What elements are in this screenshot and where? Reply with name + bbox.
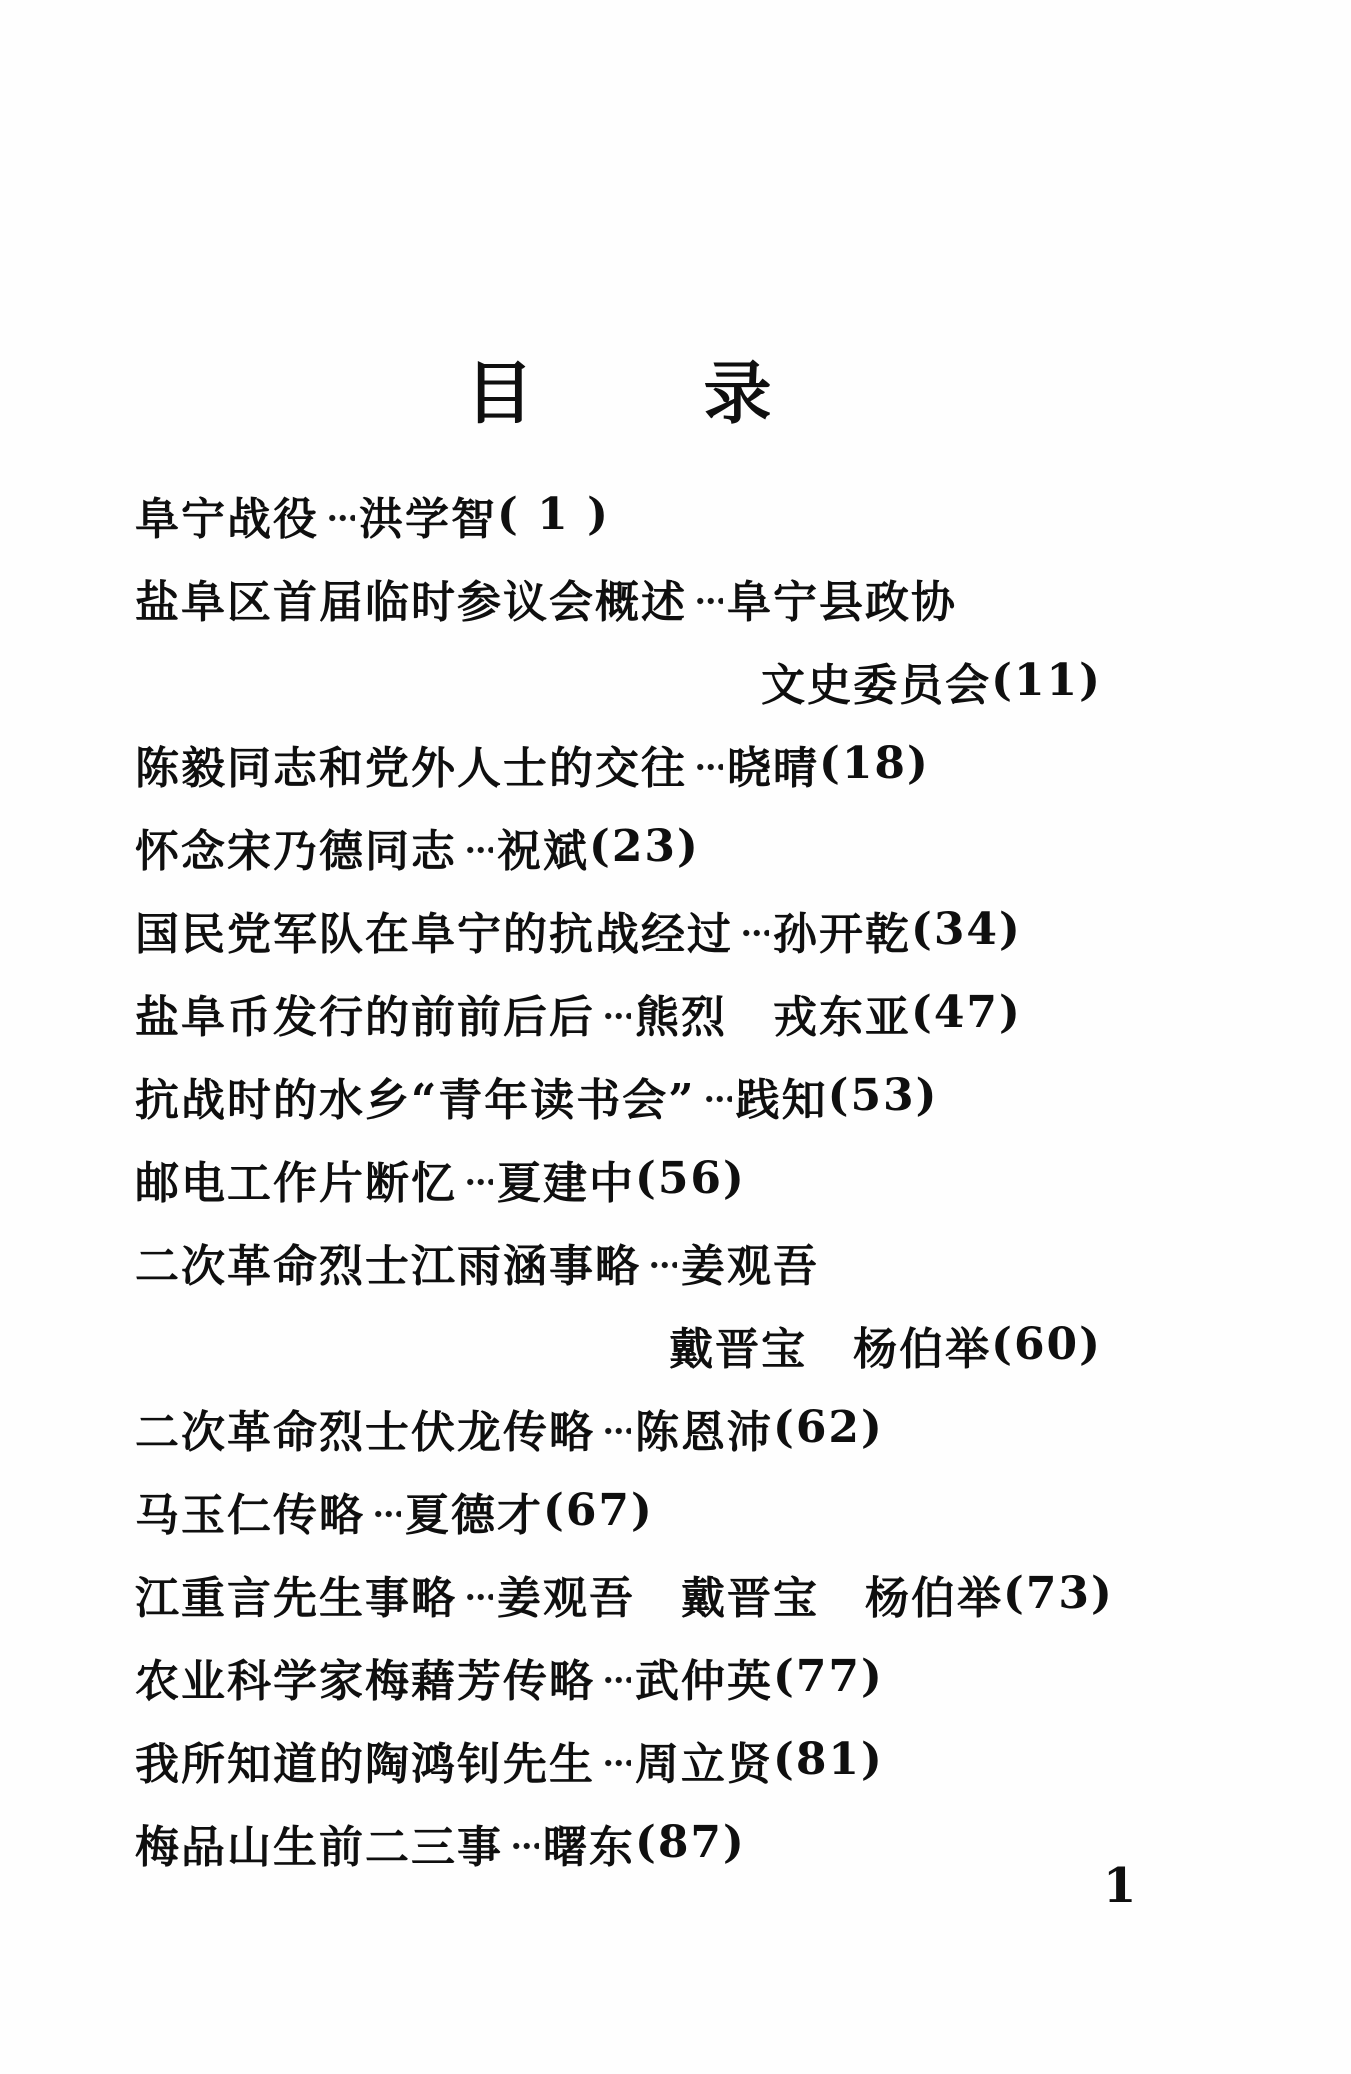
toc-entry (135, 1054, 1102, 1137)
toc-entry (135, 722, 1102, 805)
toc-entry (135, 1552, 1114, 1635)
entry-title: 怀念宋乃德同志 (135, 825, 457, 877)
entry-author: 阜宁县政协 (727, 576, 957, 628)
dot-leader (465, 845, 493, 855)
entry-page: (81) (773, 1734, 884, 1785)
entry-author: 践知 (735, 1074, 828, 1126)
dot-leader (465, 1592, 493, 1602)
entry-title: 二次革命烈士伏龙传略 (135, 1406, 595, 1458)
dot-leader (603, 1011, 631, 1021)
toc-entry (135, 1220, 1102, 1303)
entry-title: 盐阜币发行的前前后后 (135, 991, 595, 1043)
page-number: 1 (1103, 1858, 1137, 1914)
entry-author: 姜观吾 (681, 1240, 819, 1292)
toc-entry (135, 1386, 1102, 1469)
entry-page: (60) (991, 1319, 1102, 1370)
toc-entry (135, 1718, 1102, 1801)
dot-leader (603, 1675, 631, 1685)
entry-page: (77) (773, 1651, 884, 1702)
entry-author: 周立贤 (635, 1738, 773, 1790)
dot-leader (704, 1094, 732, 1104)
entry-title: 盐阜区首届临时参议会概述 (135, 576, 687, 628)
entry-page: (34) (911, 904, 1022, 955)
toc-entry-continuation (135, 1303, 1102, 1386)
entry-author: 熊烈 戎东亚 (635, 991, 911, 1043)
toc-entry (135, 1801, 1102, 1884)
entry-title: 我所知道的陶鸿钊先生 (135, 1738, 595, 1790)
entry-title: 抗战时的水乡“青年读书会” (135, 1074, 696, 1126)
dot-leader (511, 1841, 539, 1851)
entry-author: 夏德才 (405, 1489, 543, 1541)
entry-author: 武仲英 (635, 1655, 773, 1707)
toc-entry (135, 888, 1102, 971)
entry-title: 梅品山生前二三事 (135, 1821, 503, 1873)
title-char-left: 目 (465, 354, 534, 434)
entry-title: 国民党军队在阜宁的抗战经过 (135, 908, 733, 960)
entry-author: 晓晴 (727, 742, 819, 794)
entry-author: 姜观吾 戴晋宝 杨伯举 (497, 1572, 1003, 1624)
dot-leader (465, 1177, 493, 1187)
entry-page: (53) (827, 1070, 939, 1121)
entry-author: 洪学智 (359, 493, 497, 545)
dot-leader (695, 762, 723, 772)
page-title (135, 330, 1102, 459)
toc-entry (135, 556, 1102, 639)
entry-title: 马玉仁传略 (135, 1489, 365, 1541)
toc-entry (135, 971, 1102, 1054)
entry-page: (18) (819, 738, 930, 789)
entry-page: (23) (589, 821, 700, 872)
entry-page: (67) (543, 1485, 654, 1536)
dot-leader (741, 928, 769, 938)
entry-page: (73) (1003, 1568, 1114, 1619)
toc-entry (135, 1469, 1102, 1552)
entry-title: 二次革命烈士江雨涵事略 (135, 1240, 641, 1292)
entry-author: 文史委员会 (761, 659, 992, 711)
entry-author: 曙东 (543, 1821, 635, 1873)
toc-entry (135, 805, 1102, 888)
entry-author: 祝斌 (497, 825, 589, 877)
entry-title: 陈毅同志和党外人士的交往 (135, 742, 687, 794)
entry-author: 孙开乾 (773, 908, 911, 960)
dot-leader (603, 1426, 631, 1436)
entry-title: 阜宁战役 (135, 493, 319, 545)
dot-leader (695, 596, 723, 606)
entry-page: (47) (911, 987, 1022, 1038)
toc-entry (135, 1635, 1102, 1718)
dot-leader (649, 1260, 677, 1270)
entry-author: 陈恩沛 (635, 1406, 773, 1458)
entry-page: (11) (991, 655, 1102, 706)
dot-leader (327, 513, 355, 523)
entry-page: (62) (773, 1402, 884, 1453)
toc-entry (135, 1137, 1102, 1220)
toc-list (135, 473, 1114, 1884)
entry-title: 邮电工作片断忆 (135, 1157, 457, 1209)
entry-page: (56) (635, 1153, 746, 1204)
entry-author: 夏建中 (497, 1157, 635, 1209)
dot-leader (603, 1758, 631, 1768)
toc-entry-continuation (135, 639, 1102, 722)
entry-page: ( 1 ) (497, 489, 610, 540)
entry-author: 戴晋宝 杨伯举 (669, 1323, 992, 1375)
entry-page: (87) (635, 1817, 746, 1868)
entry-title: 农业科学家梅藉芳传略 (135, 1655, 595, 1707)
dot-leader (373, 1509, 401, 1519)
title-char-right: 录 (703, 354, 772, 434)
toc-entry (135, 473, 1102, 556)
entry-title: 江重言先生事略 (135, 1572, 457, 1624)
